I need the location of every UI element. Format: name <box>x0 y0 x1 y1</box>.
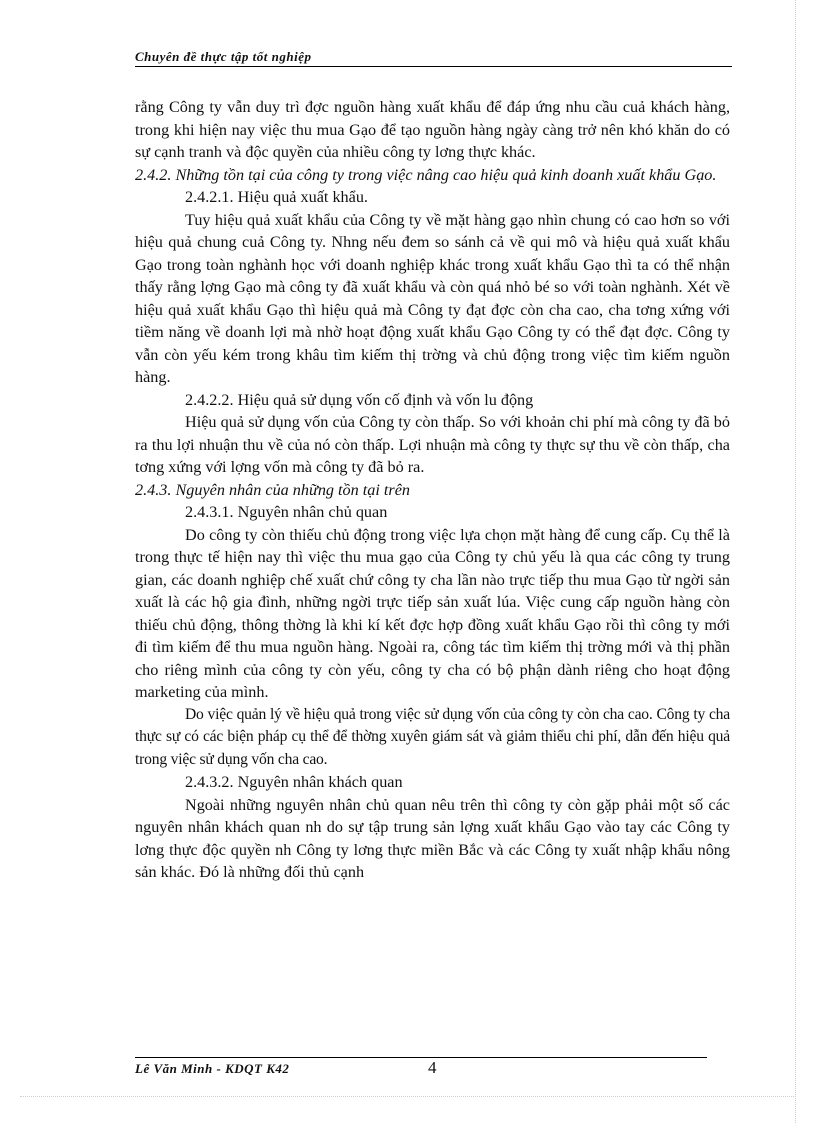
subsection-heading-2-4-2-2: 2.4.2.2. Hiệu quả sử dụng vốn cố định và vốn lu động <box>185 390 534 409</box>
page-number: 4 <box>428 1058 437 1077</box>
section-heading-2-4-3: 2.4.3. Nguyên nhân của những tồn tại trên <box>135 480 410 499</box>
footer-author: Lê Văn Minh - KDQT K42 <box>135 1061 290 1076</box>
paragraph-subjective-causes: Do công ty còn thiếu chủ động trong việc lựa chọn mặt hàng để cung cấp. Cụ thể là trong thực tế hiện nay thì việc thu mua gạo của Công ty chủ yếu là qua các công ty trung gian, các doanh nghiệp chế xuất chứ công ty cha lần nào trực tiếp thu mua Gạo từ ngời sản xuất là các hộ gia đình, những ngời trực tiếp sản xuất lúa. Việc cung cấp nguồn hàng còn thiếu chủ động, thông thờng là khi kí kết đợc hợp đồng xuất khẩu Gạo rồi thì công ty mới đi tìm kiếm để thu mua nguồn hàng. Ngoài ra, công tác tìm kiếm thị trờng mới và thị phần cho riêng mình của công ty còn yếu, công ty cha có bộ phận dành riêng cho hoạt động marketing của mình. <box>135 525 730 701</box>
paragraph-capital-management: Do việc quản lý về hiệu quả trong việc sử dụng vốn của công ty còn cha cao. Công ty cha thực sự có các biện pháp cụ thể để thờng xuyên giám sát và giảm thiểu chi phí, dẫn đến hiệu quả trong việc sử dụng vốn cha cao. <box>135 705 730 768</box>
subsection-heading-2-4-3-2: 2.4.3.2. Nguyên nhân khách quan <box>185 773 403 791</box>
paragraph-export-efficiency: Tuy hiệu quả xuất khẩu của Công ty về mặt hàng gạo nhìn chung có cao hơn so với hiệu quả chung cuả Công ty. Nhng nếu đem so sánh cả về qui mô và hiệu quả xuất khẩu Gạo trong toàn nghành học với doanh nghiệp khác trong xuất khẩu Gạo thì ta có thể nhận thấy rằng lợng Gạo mà công ty đã xuất khẩu và còn quá nhỏ bé so với toàn nghành. Xét về hiệu quả xuất khẩu Gạo thì hiệu quả mà Công ty đạt đợc còn cha cao, cha tơng xứng với tiềm năng về doanh lợi mà nhờ hoạt động xuất khẩu Gạo Công ty có thể đạt đợc. Công ty vẫn còn yếu kém trong khâu tìm kiếm thị trờng và chủ động trong việc tìm kiếm nguồn hàng. <box>135 210 730 386</box>
page-edge-bottom <box>20 1096 796 1097</box>
section-heading-2-4-2: 2.4.2. Những tồn tại của công ty trong việc nâng cao hiệu quả kinh doanh xuất khẩu Gạo. <box>135 165 717 184</box>
paragraph-continuation: rằng Công ty vẫn duy trì đợc nguồn hàng xuất khẩu để đáp ứng nhu cầu cuả khách hàng, trong khi hiện nay việc thu mua Gạo để tạo nguồn hàng ngày càng trở nên khó khăn do có sự cạnh tranh và độc quyền của nhiều công ty lơng thực khác. <box>135 98 730 161</box>
paragraph-capital-efficiency: Hiệu quả sử dụng vốn của Công ty còn thấp. So với khoản chi phí mà công ty đã bỏ ra thu lợi nhuận thu về của nó còn thấp. Lợi nhuận mà công ty thực sự thu về còn thấp, cha tơng xứng với lợng vốn mà công ty đã bỏ ra. <box>135 413 730 476</box>
subsection-heading-2-4-3-1: 2.4.3.1. Nguyên nhân chủ quan <box>185 503 388 521</box>
subsection-heading-2-4-2-1: 2.4.2.1. Hiệu quả xuất khẩu. <box>185 188 368 206</box>
page-edge-right <box>795 0 796 1123</box>
document-body <box>135 96 730 884</box>
footer-rule <box>135 1057 707 1058</box>
paragraph-objective-causes: Ngoài những nguyên nhân chủ quan nêu trên thì công ty còn gặp phải một số các nguyên nhân khách quan nh do sự tập trung sản lợng xuất khẩu Gạo vào tay các Công ty lơng thực độc quyền nh Công ty lơng thực miền Bắc và các Công ty xuất nhập khẩu nông sản khác. Đó là những đối thủ cạnh <box>135 795 730 881</box>
page-header: Chuyên đề thực tập tốt nghiệp <box>135 48 732 67</box>
